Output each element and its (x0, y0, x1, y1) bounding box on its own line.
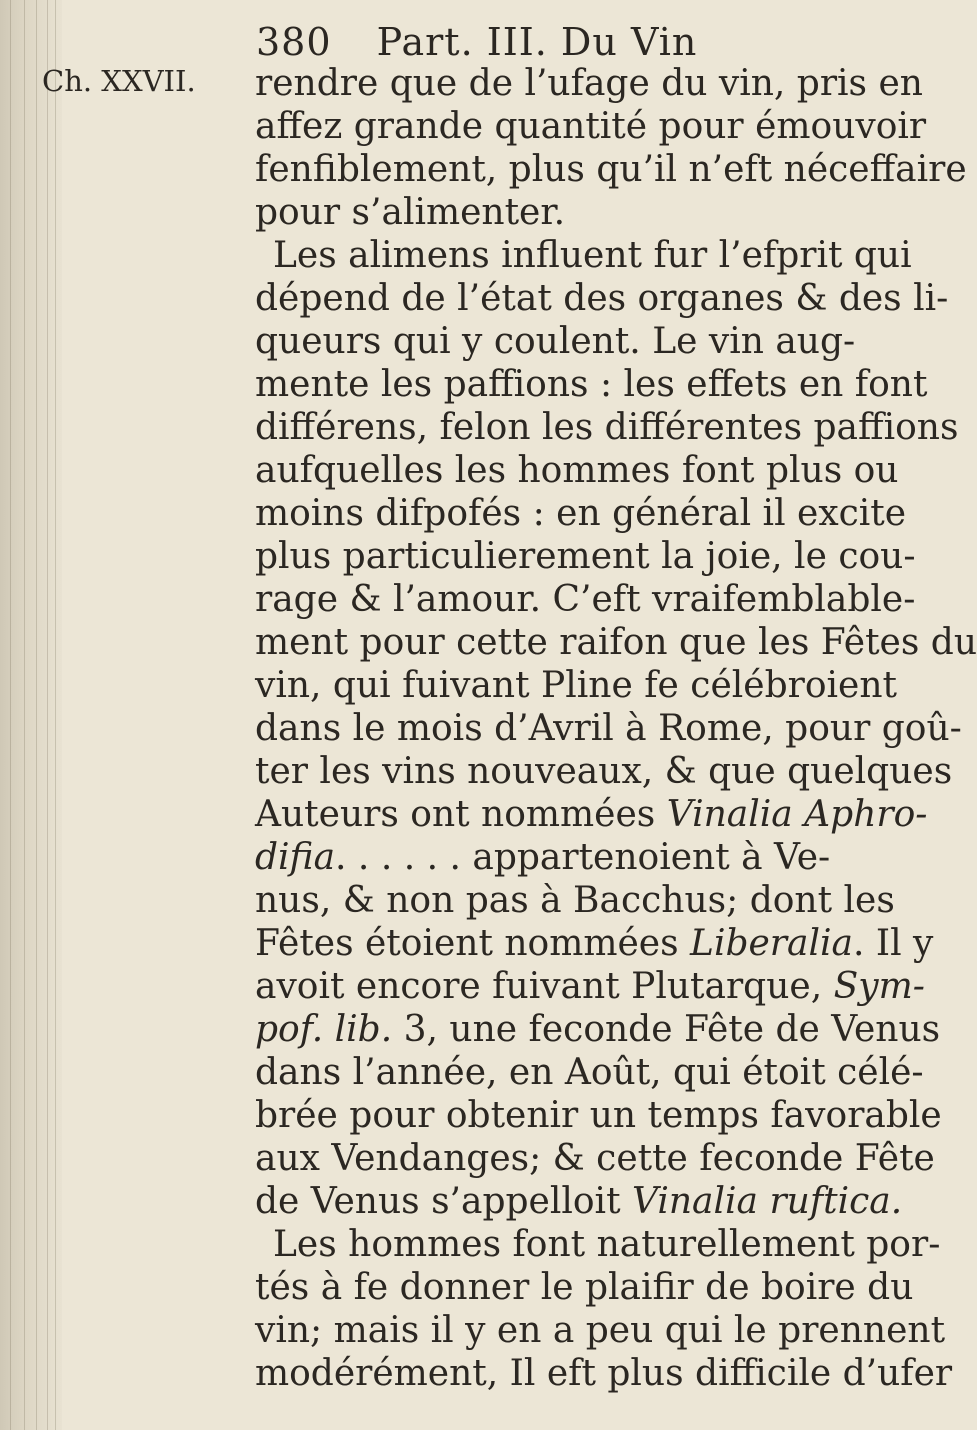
text-run: différens, felon les différentes paffions (255, 407, 959, 448)
text-run: Les alimens influent fur l’efprit qui (273, 235, 912, 276)
text-run: Les hommes font naturellement por- (273, 1224, 941, 1265)
text-run: queurs qui y coulent. Le vin aug- (255, 321, 856, 362)
text-line (255, 406, 959, 449)
text-line (255, 191, 795, 234)
text-run: fenfiblement, plus qu’il n’eft néceffaire (255, 149, 967, 190)
text-line (255, 1309, 946, 1352)
text-line (255, 277, 949, 320)
text-line (255, 578, 916, 621)
text-run: Auteurs ont nommées (255, 794, 667, 835)
text-line (255, 1180, 903, 1223)
running-title: Part. III. Du Vin (376, 20, 698, 64)
text-line (255, 535, 916, 578)
italic-text: Liberalia (690, 923, 853, 964)
text-line (255, 750, 953, 793)
text-run: rendre que de l’ufage du vin, pris en (255, 63, 923, 104)
italic-text: Vinalia Aphro- (666, 794, 928, 835)
text-run: dans le mois d’Avril à Rome, pour goû- (255, 708, 962, 749)
text-run: plus particulierement la joie, le cou- (255, 536, 916, 577)
italic-text: Vinalia ruftica. (631, 1181, 903, 1222)
text-line (255, 1094, 942, 1137)
text-line (255, 965, 925, 1008)
text-line (255, 879, 895, 922)
text-run: ment pour cette raifon que les Fêtes du (255, 622, 977, 663)
running-header (256, 20, 697, 64)
text-run: aux Vendanges; & cette feconde Fête (255, 1138, 935, 1179)
text-run: ter les vins nouveaux, & que quelques (255, 751, 953, 792)
text-run: vin; mais il y en a peu qui le prennent (255, 1310, 946, 1351)
text-run: 3, une feconde Fête de Venus (392, 1009, 941, 1050)
text-line (255, 449, 899, 492)
text-line (255, 148, 967, 191)
text-line (255, 1352, 953, 1395)
text-line (255, 62, 923, 105)
text-line (255, 707, 962, 750)
text-run: aufquelles les hommes font plus ou (255, 450, 899, 491)
text-run: . Il y (852, 923, 934, 964)
text-line (255, 664, 897, 707)
text-run: modérément, Il eft plus difficile d’ufer (255, 1353, 953, 1394)
text-line (255, 836, 831, 879)
text-run: pour s’alimenter. (255, 192, 566, 233)
body-text (255, 62, 977, 1395)
page-gutter-edge (0, 0, 62, 1430)
text-line (255, 234, 912, 277)
text-line (255, 621, 977, 664)
text-run: affez grande quantité pour émouvoir (255, 106, 927, 147)
text-line (255, 1223, 941, 1266)
text-run: avoit encore fuivant Plutarque, (255, 966, 834, 1007)
italic-text: Sym- (833, 966, 925, 1007)
text-run: brée pour obtenir un temps favorable (255, 1095, 942, 1136)
text-line (255, 105, 927, 148)
text-line (255, 922, 934, 965)
text-run: de Venus s’appelloit (255, 1181, 632, 1222)
text-run: nus, & non pas à Bacchus; dont les (255, 880, 895, 921)
text-line (255, 363, 928, 406)
text-run: rage & l’amour. C’eft vraifemblable- (255, 579, 916, 620)
chapter-side-note: Ch. XXVII. (42, 64, 196, 98)
text-line (255, 320, 856, 363)
text-run: dans l’année, en Août, qui étoit célé- (255, 1052, 924, 1093)
text-run: Fêtes étoient nommées (255, 923, 691, 964)
text-line (255, 492, 907, 535)
text-line (255, 1008, 941, 1051)
text-run: tés à fe donner le plaifir de boire du (255, 1267, 914, 1308)
text-run: vin, qui fuivant Pline fe célébroient (255, 665, 897, 706)
italic-text: pof. lib. (255, 1009, 393, 1050)
page-number: 380 (256, 20, 332, 64)
text-line (255, 793, 928, 836)
text-run: dépend de l’état des organes & des li- (255, 278, 949, 319)
text-line (255, 1266, 914, 1309)
italic-text: difia (255, 837, 336, 878)
text-run: mente les paffions : les effets en font (255, 364, 928, 405)
text-line (255, 1051, 924, 1094)
text-line (255, 1137, 935, 1180)
text-run: . . . . . . appartenoient à Ve- (335, 837, 831, 878)
text-run: moins difpofés : en général il excite (255, 493, 907, 534)
